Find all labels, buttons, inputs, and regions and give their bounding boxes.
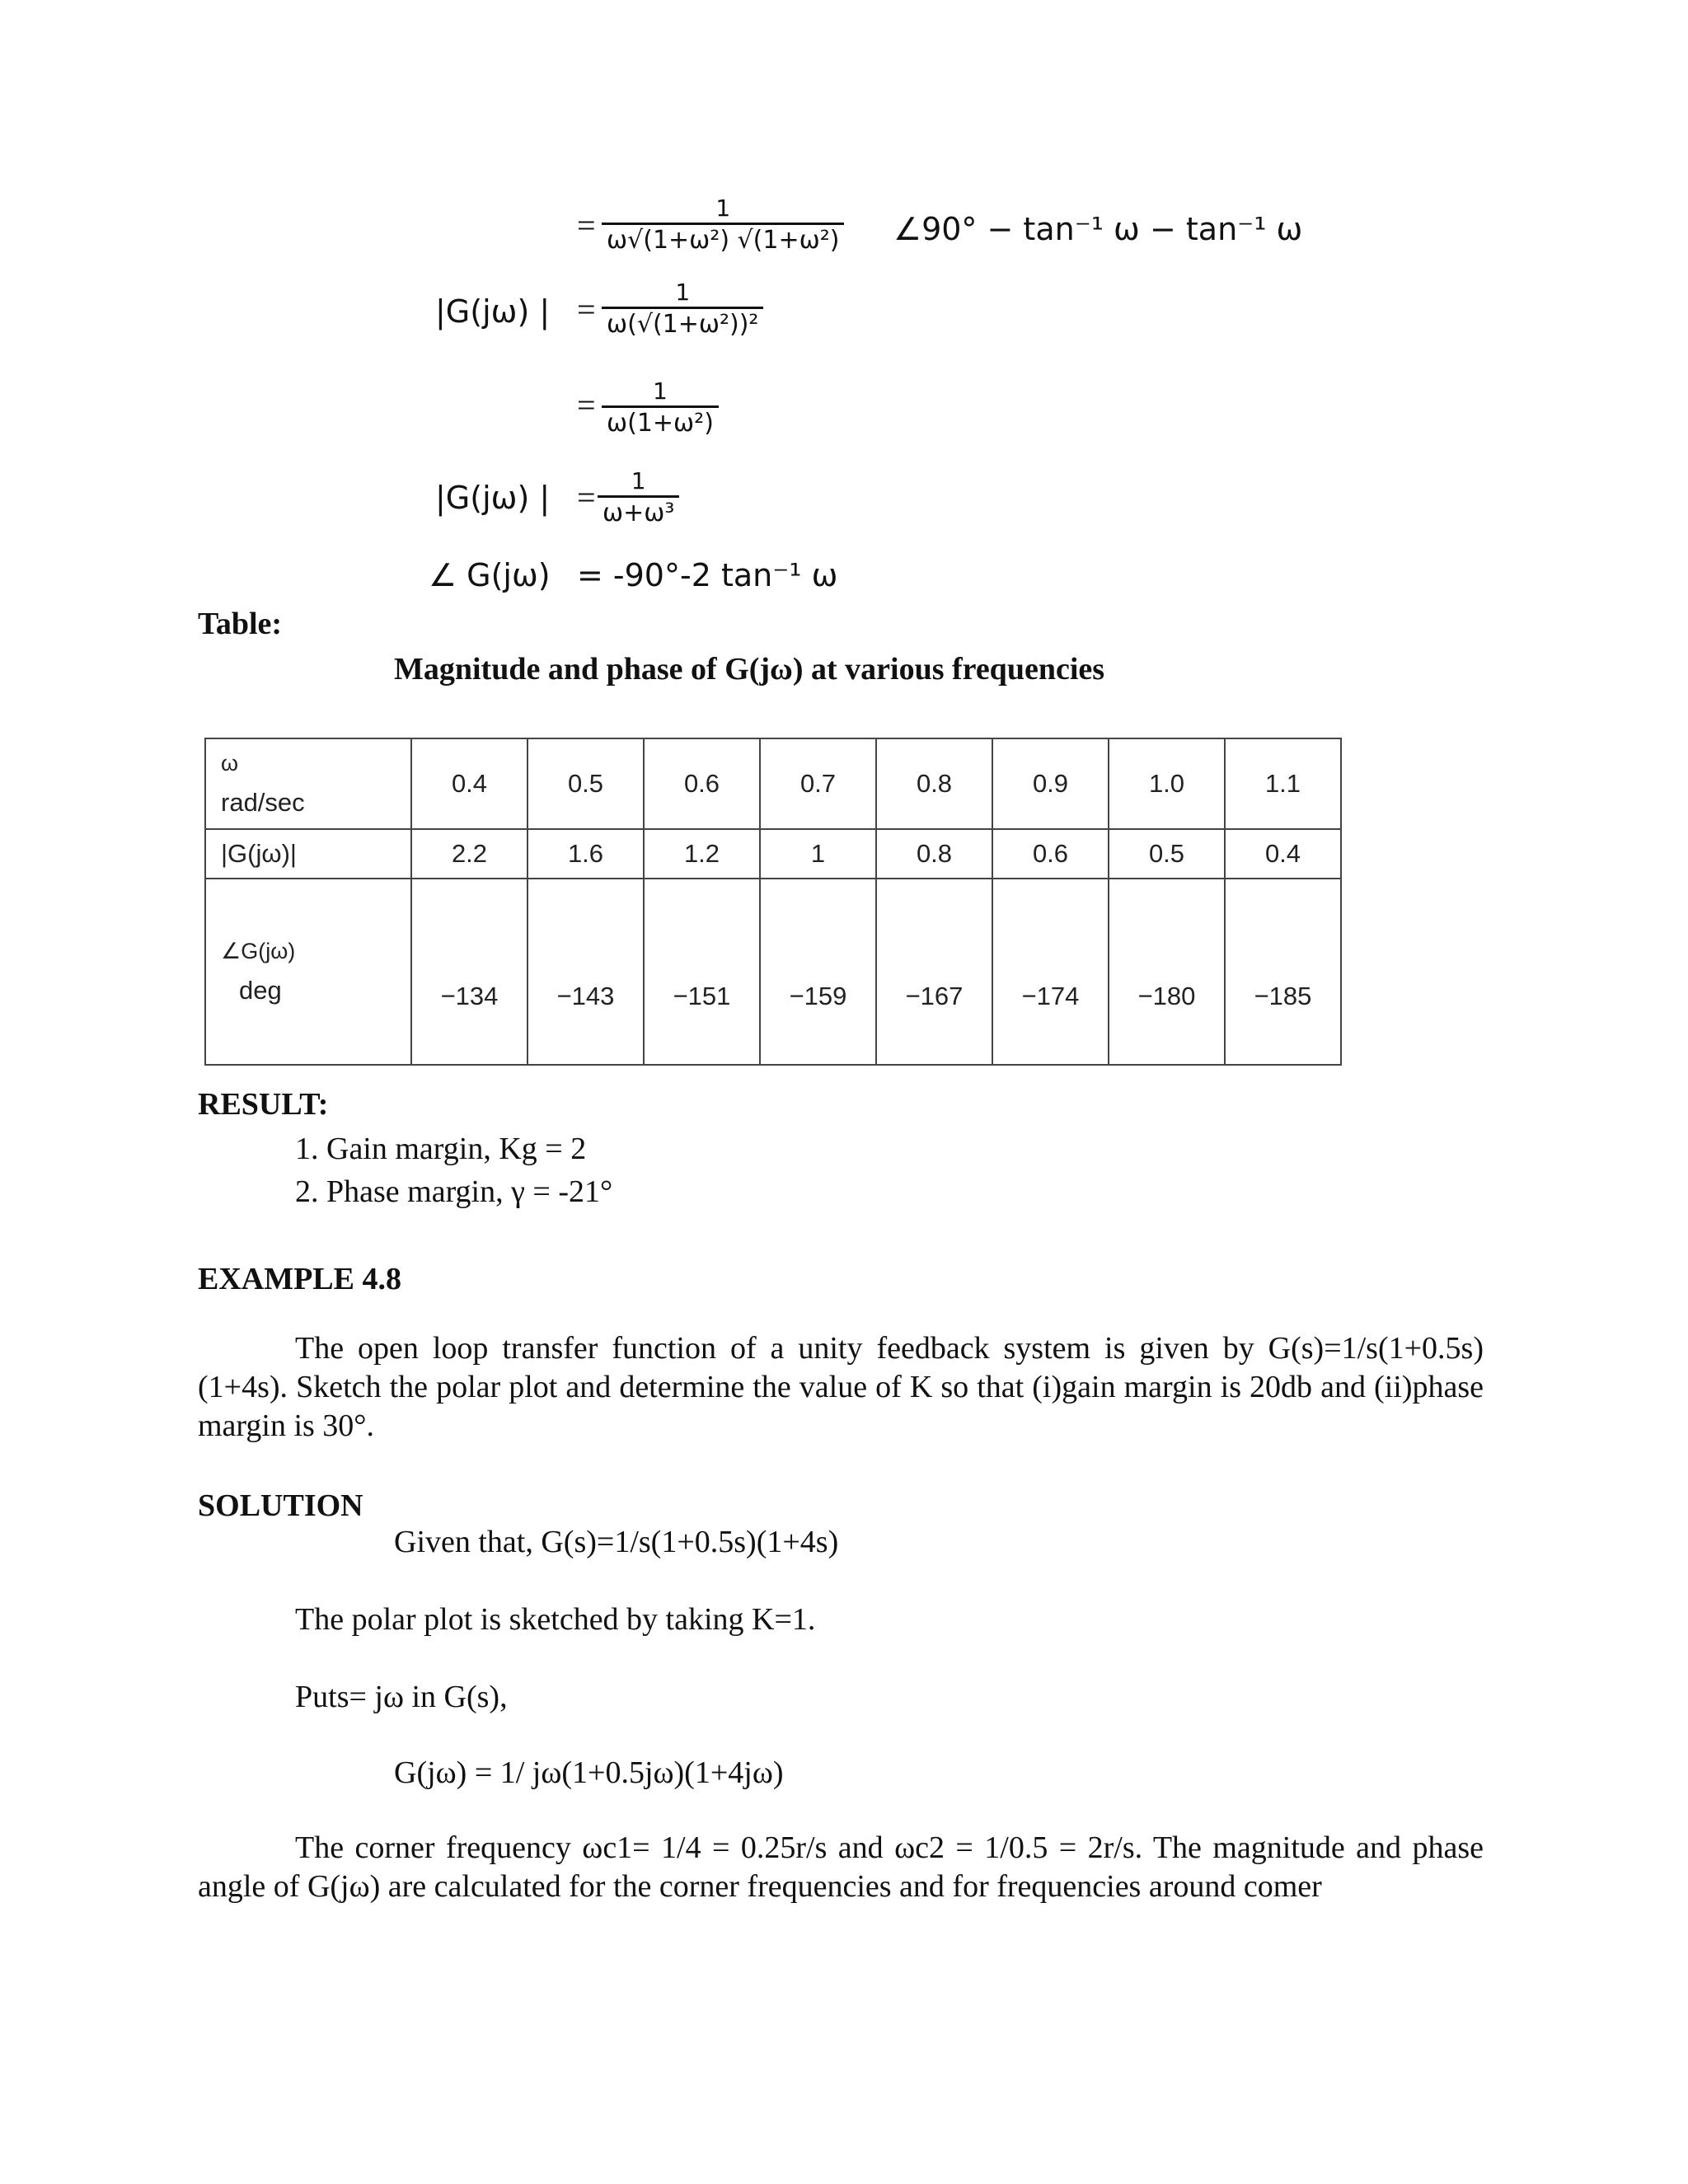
table-cell: −159 <box>760 879 876 1065</box>
denominator: ω(√(1+ω²))² <box>602 307 763 340</box>
table-cell: 1.6 <box>528 829 644 879</box>
table-cell: 0.8 <box>876 738 992 829</box>
result-heading: RESULT: <box>198 1087 329 1122</box>
table-cell: 1.0 <box>1109 738 1225 829</box>
equals-sign: = <box>577 479 596 516</box>
gjw-expression: G(jω) = 1/ jω(1+0.5jω)(1+4jω) <box>394 1755 784 1790</box>
fraction-eq1 <box>602 194 844 256</box>
example-heading: EXAMPLE 4.8 <box>198 1262 401 1296</box>
solution-heading: SOLUTION <box>198 1488 363 1523</box>
table-cell: 0.5 <box>528 738 644 829</box>
table-cell: 1 <box>760 829 876 879</box>
fraction-eq4 <box>598 467 679 529</box>
phase-expression: ∠90° − tan⁻¹ ω − tan⁻¹ ω <box>893 211 1303 247</box>
substitution-note: Puts= jω in G(s), <box>295 1680 508 1714</box>
table-cell: 0.5 <box>1109 829 1225 879</box>
table-cell: 0.9 <box>992 738 1109 829</box>
table-cell: −185 <box>1225 879 1341 1065</box>
table-label: Table: <box>198 607 283 641</box>
equals-sign: = <box>577 291 596 328</box>
table-cell: −151 <box>644 879 760 1065</box>
table-cell: −143 <box>528 879 644 1065</box>
table-cell: 0.6 <box>992 829 1109 879</box>
corner-frequency-text: The corner frequency ωc1= 1/4 = 0.25r/s and ωc2 = 1/0.5 = 2r/s. The magnitude and phase angle of G(jω) are calculated for the corner frequencies and for frequencies around comer <box>198 1830 1484 1904</box>
result-item-phase-margin: 2. Phase margin, γ = -21° <box>295 1174 613 1209</box>
table-cell: −174 <box>992 879 1109 1065</box>
numerator: 1 <box>653 377 668 405</box>
table-cell: 1.2 <box>644 829 760 879</box>
table-cell: 0.8 <box>876 829 992 879</box>
fraction-eq2 <box>602 279 763 340</box>
fraction-eq3 <box>602 377 719 439</box>
table-cell: −134 <box>411 879 528 1065</box>
table-cell: 2.2 <box>411 829 528 879</box>
denominator: ω+ω³ <box>598 495 679 529</box>
table-row <box>205 879 1341 1065</box>
table-row <box>205 829 1341 879</box>
result-item-gain-margin: 1. Gain margin, Kg = 2 <box>295 1132 587 1166</box>
omega-symbol: ω <box>221 750 239 776</box>
example-text: The open loop transfer function of a unity feedback system is given by G(s)=1/s(1+0.5s)(1+4s). Sketch the polar plot and determine the value of K so that (i)gain margin is 20db and (ii)phase margin is 30°. <box>198 1331 1484 1443</box>
numerator: 1 <box>631 467 646 494</box>
numerator: 1 <box>675 279 691 306</box>
numerator: 1 <box>715 194 731 222</box>
phase-expression: = -90°-2 tan⁻¹ ω <box>577 557 838 593</box>
table-cell: 0.4 <box>411 738 528 829</box>
frequency-table <box>204 738 1342 1066</box>
table-cell: 0.7 <box>760 738 876 829</box>
row-header-magnitude: |G(jω)| <box>205 829 411 879</box>
denominator: ω(1+ω²) <box>602 405 719 439</box>
table-cell: 0.4 <box>1225 829 1341 879</box>
table-caption: Magnitude and phase of G(jω) at various frequencies <box>394 652 1105 687</box>
equals-sign: = <box>577 207 596 244</box>
denominator: ω√(1+ω²) √(1+ω²) <box>602 223 844 256</box>
polar-plot-note: The polar plot is sketched by taking K=1. <box>295 1602 816 1637</box>
table-cell: 1.1 <box>1225 738 1341 829</box>
row-header-phase <box>205 879 411 1065</box>
equals-sign: = <box>577 387 596 424</box>
given-statement: Given that, G(s)=1/s(1+0.5s)(1+4s) <box>394 1525 839 1559</box>
magnitude-label: |G(jω) | <box>435 480 551 516</box>
magnitude-label: |G(jω) | <box>435 293 551 330</box>
phase-symbol: ∠G(jω) <box>221 938 296 963</box>
unit-label: rad/sec <box>221 787 305 817</box>
phase-label: ∠ G(jω) <box>429 557 551 593</box>
table-cell: −180 <box>1109 879 1225 1065</box>
table-cell: 0.6 <box>644 738 760 829</box>
table-row <box>205 738 1341 829</box>
table-cell: −167 <box>876 879 992 1065</box>
unit-label: deg <box>239 975 282 1005</box>
row-header-omega <box>205 738 411 829</box>
